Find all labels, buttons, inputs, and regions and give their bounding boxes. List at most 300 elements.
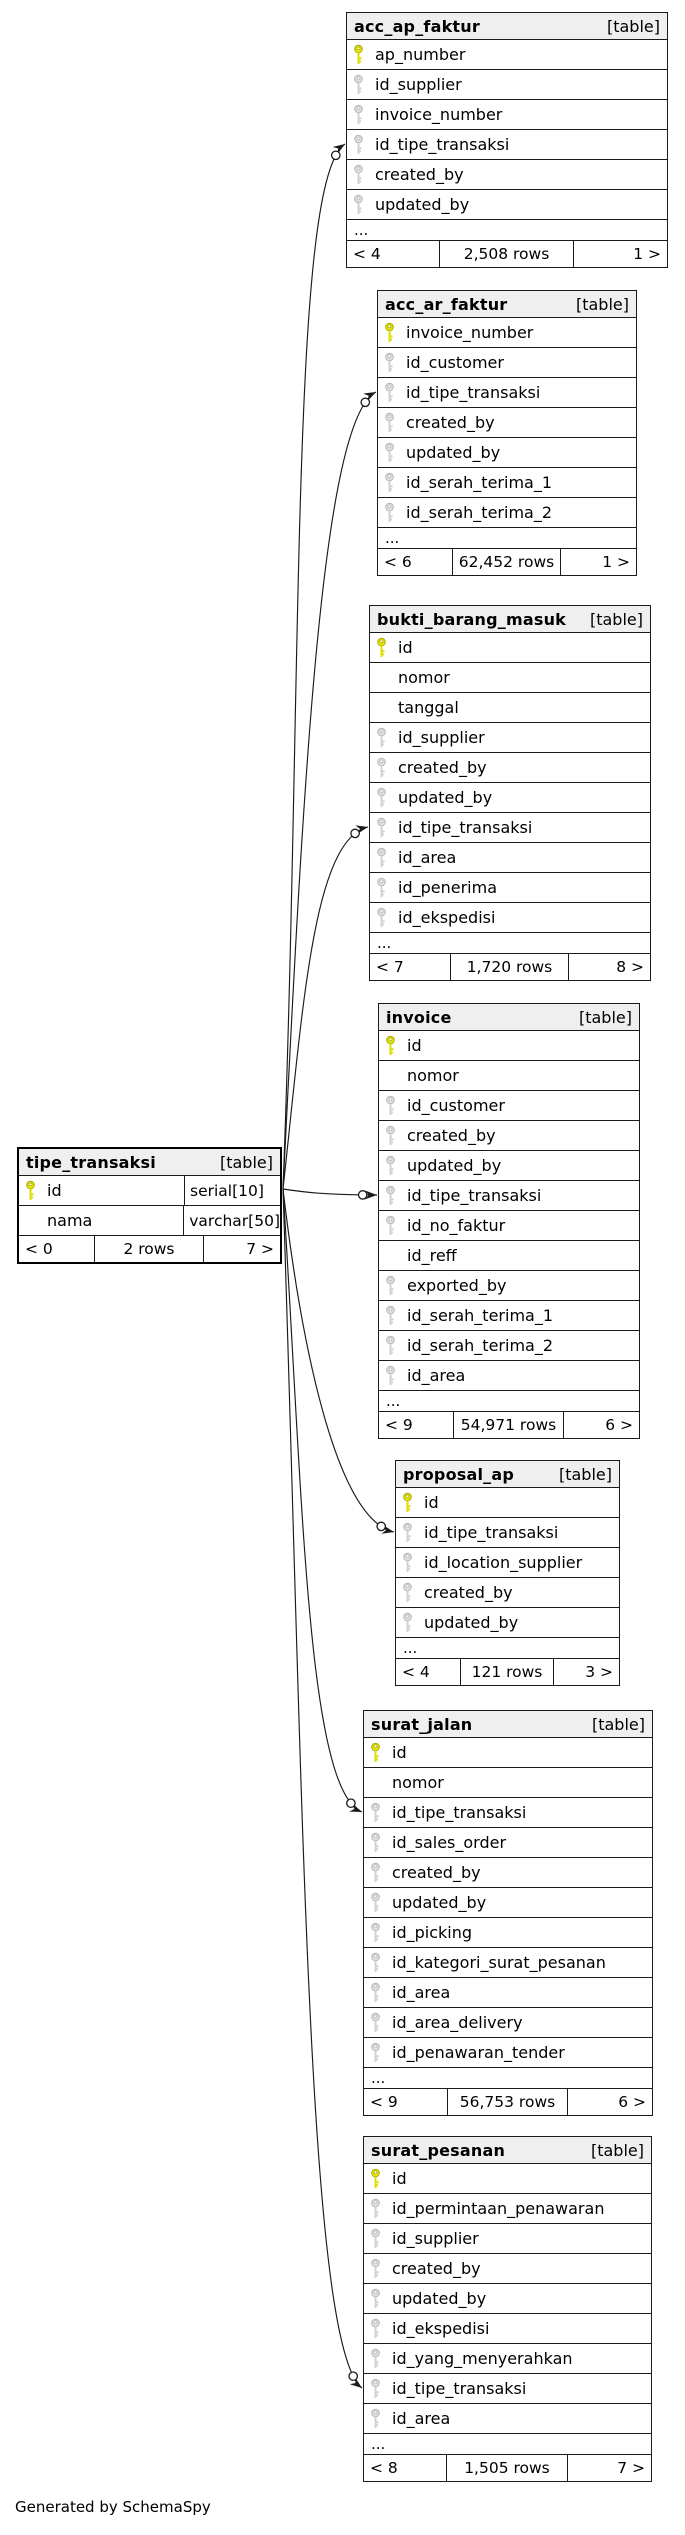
column-type: serial[10] (184, 1176, 280, 1205)
key-slot (385, 1215, 407, 1236)
column-row-id_permintaan_penawaran (364, 2194, 651, 2224)
column-name: created_by (407, 1126, 496, 1145)
key-slot (376, 817, 398, 838)
foreign-key-icon (376, 907, 387, 928)
key-slot (384, 502, 406, 523)
foreign-key-icon (370, 1832, 381, 1853)
key-slot (402, 1552, 424, 1573)
footer-anchors-in: < 4 (347, 241, 440, 267)
column-name: id_area_delivery (392, 2013, 523, 2032)
table-node-acc_ap_faktur (346, 12, 668, 268)
column-name: id_serah_terima_2 (406, 503, 553, 522)
key-slot (370, 2378, 392, 2399)
footer-anchors-out: 1 > (633, 245, 661, 263)
foreign-key-icon (370, 2378, 381, 2399)
column-name: id_kategori_surat_pesanan (392, 1953, 606, 1972)
table-title: bukti_barang_masuk (377, 609, 567, 629)
primary-key-icon (376, 637, 387, 658)
key-slot (384, 382, 406, 403)
column-name: id_ekspedisi (392, 2319, 490, 2338)
column-row-id (379, 1031, 639, 1061)
foreign-key-icon (385, 1125, 396, 1146)
footer-anchors-out: 6 > (605, 1416, 633, 1434)
column-row-id (364, 1738, 652, 1768)
column-name: tanggal (398, 698, 459, 717)
column-row-updated_by (364, 2284, 651, 2314)
column-row-id_supplier (364, 2224, 651, 2254)
column-row-id_customer (379, 1091, 639, 1121)
column-row-id_kategori_surat_pesanan (364, 1948, 652, 1978)
footer-anchors-in: < 4 (396, 1659, 461, 1685)
table-type-badge: [table] (589, 609, 643, 629)
column-name: id_tipe_transaksi (407, 1186, 542, 1205)
table-header[interactable] (347, 13, 667, 40)
table-footer (364, 2455, 651, 2481)
foreign-key-icon (384, 412, 395, 433)
primary-key-icon (25, 1180, 36, 1201)
more-columns-ellipsis: ... (364, 2434, 651, 2455)
key-slot (385, 1095, 407, 1116)
footer-anchors-out: 1 > (602, 553, 630, 571)
column-name: created_by (392, 2259, 481, 2278)
column-name: created_by (375, 165, 464, 184)
foreign-key-icon (353, 194, 364, 215)
footer-anchors-out: 8 > (616, 958, 644, 976)
foreign-key-icon (402, 1522, 413, 1543)
column-name: nama (47, 1211, 93, 1230)
column-row-id_tipe_transaksi (396, 1518, 619, 1548)
edge-circle-marker (332, 151, 340, 159)
primary-key-icon (370, 2168, 381, 2189)
fk-edge-tipe_transaksi-to-acc_ar_faktur (283, 392, 376, 1189)
table-type-badge: [table] (575, 294, 629, 314)
key-slot (385, 1305, 407, 1326)
foreign-key-icon (370, 2012, 381, 2033)
key-slot (376, 757, 398, 778)
table-type-badge: [table] (591, 1714, 645, 1734)
column-row-id_customer (378, 348, 636, 378)
key-slot (384, 322, 406, 343)
key-slot (370, 1982, 392, 2003)
footer-row-count: 2,508 rows (440, 241, 574, 267)
column-name: id (398, 638, 413, 657)
column-name: id_permintaan_penawaran (392, 2199, 605, 2218)
footer-anchors-out: 6 > (618, 2093, 646, 2111)
foreign-key-icon (376, 727, 387, 748)
column-row-tanggal (370, 693, 650, 723)
table-body (370, 633, 650, 954)
table-type-badge: [table] (578, 1007, 632, 1027)
generated-by-note: Generated by SchemaSpy (15, 2498, 211, 2516)
key-slot (370, 2168, 392, 2189)
key-slot (385, 1275, 407, 1296)
column-row-invoice_number (347, 100, 667, 130)
foreign-key-icon (353, 164, 364, 185)
foreign-key-icon (402, 1612, 413, 1633)
footer-anchors-out: 3 > (585, 1663, 613, 1681)
key-slot (25, 1180, 47, 1201)
foreign-key-icon (384, 472, 395, 493)
foreign-key-icon (370, 1892, 381, 1913)
key-slot (353, 194, 375, 215)
foreign-key-icon (370, 2348, 381, 2369)
table-node-invoice (378, 1003, 640, 1439)
more-columns-ellipsis: ... (364, 2068, 652, 2089)
column-row-id_penerima (370, 873, 650, 903)
key-slot (402, 1522, 424, 1543)
foreign-key-icon (353, 104, 364, 125)
column-row-id_tipe_transaksi (364, 1798, 652, 1828)
footer-row-count: 54,971 rows (454, 1412, 563, 1438)
key-slot (384, 352, 406, 373)
fk-edge-tipe_transaksi-to-surat_pesanan (283, 1189, 362, 2388)
column-name: id_serah_terima_1 (407, 1306, 554, 1325)
foreign-key-icon (370, 2198, 381, 2219)
key-slot (370, 2228, 392, 2249)
column-name: updated_by (375, 195, 470, 214)
column-name: nomor (398, 668, 450, 687)
column-name: id_supplier (375, 75, 462, 94)
edge-circle-marker (351, 829, 359, 837)
table-body (378, 318, 636, 549)
foreign-key-icon (370, 2318, 381, 2339)
key-slot (353, 104, 375, 125)
column-name: id_tipe_transaksi (392, 1803, 527, 1822)
footer-row-count: 2 rows (95, 1236, 205, 1262)
fk-edge-tipe_transaksi-to-surat_jalan (283, 1189, 362, 1812)
table-header[interactable] (364, 1711, 652, 1738)
column-row-invoice_number (378, 318, 636, 348)
column-name: exported_by (407, 1276, 507, 1295)
column-row-id_tipe_transaksi (364, 2374, 651, 2404)
column-row-nama (19, 1206, 280, 1236)
column-name: id (392, 1743, 407, 1762)
more-columns-ellipsis: ... (396, 1638, 619, 1659)
fk-edge-tipe_transaksi-to-bukti_barang_masuk (283, 827, 368, 1189)
column-row-nomor (364, 1768, 652, 1798)
footer-row-count: 56,753 rows (448, 2089, 569, 2115)
footer-anchors-out: 7 > (617, 2459, 645, 2477)
more-columns-ellipsis: ... (378, 528, 636, 549)
primary-key-icon (385, 1035, 396, 1056)
key-slot (353, 134, 375, 155)
foreign-key-icon (402, 1582, 413, 1603)
foreign-key-icon (385, 1095, 396, 1116)
column-name: id_sales_order (392, 1833, 507, 1852)
column-name: id_tipe_transaksi (424, 1523, 559, 1542)
column-row-id_area (364, 2404, 651, 2434)
column-row-updated_by (364, 1888, 652, 1918)
key-slot (402, 1492, 424, 1513)
table-header[interactable] (364, 2137, 651, 2164)
column-name: updated_by (392, 1893, 487, 1912)
foreign-key-icon (370, 1922, 381, 1943)
column-name: id_tipe_transaksi (406, 383, 541, 402)
footer-anchors-in: < 9 (364, 2089, 448, 2115)
key-slot (353, 164, 375, 185)
column-name: id_penawaran_tender (392, 2043, 565, 2062)
table-node-surat_jalan (363, 1710, 653, 2116)
column-row-created_by (378, 408, 636, 438)
column-name: id_tipe_transaksi (398, 818, 533, 837)
key-slot (384, 412, 406, 433)
fk-edge-tipe_transaksi-to-acc_ap_faktur (283, 144, 345, 1189)
key-slot (370, 1862, 392, 1883)
table-title: proposal_ap (403, 1464, 515, 1484)
table-node-proposal_ap (395, 1460, 620, 1686)
table-footer (396, 1659, 619, 1685)
key-slot (370, 2012, 392, 2033)
key-slot (385, 1185, 407, 1206)
key-slot (370, 2042, 392, 2063)
column-name: id_customer (407, 1096, 505, 1115)
foreign-key-icon (385, 1305, 396, 1326)
foreign-key-icon (370, 1982, 381, 2003)
foreign-key-icon (376, 877, 387, 898)
foreign-key-icon (402, 1552, 413, 1573)
primary-key-icon (353, 44, 364, 65)
table-title: invoice (386, 1007, 452, 1027)
more-columns-ellipsis: ... (379, 1391, 639, 1412)
more-columns-ellipsis: ... (347, 220, 667, 241)
foreign-key-icon (385, 1365, 396, 1386)
key-slot (370, 1742, 392, 1763)
table-body (364, 2164, 651, 2455)
column-row-nomor (379, 1061, 639, 1091)
column-row-created_by (364, 1858, 652, 1888)
key-slot (370, 2348, 392, 2369)
foreign-key-icon (385, 1215, 396, 1236)
edge-circle-marker (349, 2372, 357, 2380)
foreign-key-icon (384, 352, 395, 373)
column-name: id_reff (407, 1246, 457, 1265)
column-row-created_by (396, 1578, 619, 1608)
primary-key-icon (402, 1492, 413, 1513)
column-name: id (407, 1036, 422, 1055)
key-slot (370, 2198, 392, 2219)
foreign-key-icon (370, 1802, 381, 1823)
foreign-key-icon (353, 134, 364, 155)
table-header[interactable] (19, 1149, 280, 1176)
footer-row-count: 62,452 rows (453, 549, 561, 575)
key-slot (353, 74, 375, 95)
key-slot (376, 907, 398, 928)
column-name: id_area (398, 848, 457, 867)
column-row-updated_by (378, 438, 636, 468)
key-slot (385, 1365, 407, 1386)
column-row-id_area (364, 1978, 652, 2008)
table-type-badge: [table] (558, 1464, 612, 1484)
column-name: invoice_number (406, 323, 534, 342)
column-row-id_reff (379, 1241, 639, 1271)
key-slot (385, 1035, 407, 1056)
column-row-id_supplier (370, 723, 650, 753)
table-footer (347, 241, 667, 267)
column-type: varchar[50] (183, 1206, 280, 1235)
foreign-key-icon (385, 1335, 396, 1356)
footer-anchors-in: < 7 (370, 954, 451, 980)
column-name: id_yang_menyerahkan (392, 2349, 573, 2368)
column-row-id (364, 2164, 651, 2194)
column-row-id_serah_terima_1 (378, 468, 636, 498)
foreign-key-icon (385, 1185, 396, 1206)
column-name: updated_by (424, 1613, 519, 1632)
key-slot (370, 2408, 392, 2429)
column-row-id_ekspedisi (370, 903, 650, 933)
column-row-id_yang_menyerahkan (364, 2344, 651, 2374)
foreign-key-icon (353, 74, 364, 95)
key-slot (376, 877, 398, 898)
key-slot (402, 1612, 424, 1633)
foreign-key-icon (370, 2258, 381, 2279)
key-slot (376, 787, 398, 808)
column-name: id_area (407, 1366, 466, 1385)
column-name: id_supplier (392, 2229, 479, 2248)
column-name: nomor (407, 1066, 459, 1085)
column-name: id_area (392, 1983, 451, 2002)
column-row-id_area (370, 843, 650, 873)
table-header[interactable] (378, 291, 636, 318)
table-node-surat_pesanan (363, 2136, 652, 2482)
column-row-id_no_faktur (379, 1211, 639, 1241)
column-name: id (392, 2169, 407, 2188)
table-node-acc_ar_faktur (377, 290, 637, 576)
key-slot (385, 1335, 407, 1356)
column-row-ap_number (347, 40, 667, 70)
primary-key-icon (370, 1742, 381, 1763)
foreign-key-icon (376, 847, 387, 868)
table-type-badge: [table] (590, 2140, 644, 2160)
more-columns-ellipsis: ... (370, 933, 650, 954)
column-row-nomor (370, 663, 650, 693)
table-title: acc_ar_faktur (385, 294, 508, 314)
foreign-key-icon (385, 1155, 396, 1176)
column-row-exported_by (379, 1271, 639, 1301)
key-slot (370, 1892, 392, 1913)
table-header[interactable] (370, 606, 650, 633)
column-row-updated_by (370, 783, 650, 813)
column-row-id_serah_terima_2 (379, 1331, 639, 1361)
foreign-key-icon (376, 787, 387, 808)
column-name: invoice_number (375, 105, 503, 124)
table-type-badge: [table] (606, 16, 660, 36)
column-row-id (19, 1176, 280, 1206)
column-row-id_ekspedisi (364, 2314, 651, 2344)
footer-row-count: 1,505 rows (447, 2455, 568, 2481)
edge-circle-marker (347, 1799, 355, 1807)
column-row-created_by (379, 1121, 639, 1151)
column-name: id_penerima (398, 878, 497, 897)
column-row-id_serah_terima_1 (379, 1301, 639, 1331)
foreign-key-icon (370, 2042, 381, 2063)
column-row-updated_by (347, 190, 667, 220)
column-row-created_by (364, 2254, 651, 2284)
column-row-id_area (379, 1361, 639, 1391)
key-slot (376, 727, 398, 748)
column-name: id (47, 1181, 62, 1200)
foreign-key-icon (370, 2288, 381, 2309)
column-name: created_by (424, 1583, 513, 1602)
foreign-key-icon (370, 1952, 381, 1973)
column-name: id_supplier (398, 728, 485, 747)
edge-circle-marker (361, 398, 369, 406)
foreign-key-icon (384, 442, 395, 463)
column-row-id_location_supplier (396, 1548, 619, 1578)
key-slot (370, 1952, 392, 1973)
column-row-id (396, 1488, 619, 1518)
column-row-updated_by (379, 1151, 639, 1181)
key-slot (370, 2318, 392, 2339)
foreign-key-icon (376, 757, 387, 778)
footer-row-count: 121 rows (461, 1659, 555, 1685)
table-title: surat_jalan (371, 1714, 473, 1734)
table-footer (364, 2089, 652, 2115)
column-name: id_no_faktur (407, 1216, 506, 1235)
footer-anchors-out: 7 > (246, 1240, 274, 1258)
key-slot (370, 1922, 392, 1943)
foreign-key-icon (384, 502, 395, 523)
table-title: acc_ap_faktur (354, 16, 480, 36)
column-row-id_picking (364, 1918, 652, 1948)
column-name: created_by (398, 758, 487, 777)
foreign-key-icon (385, 1275, 396, 1296)
column-row-id_penawaran_tender (364, 2038, 652, 2068)
key-slot (384, 442, 406, 463)
table-body (379, 1031, 639, 1412)
table-footer (370, 954, 650, 980)
column-row-id_supplier (347, 70, 667, 100)
column-row-created_by (347, 160, 667, 190)
footer-row-count: 1,720 rows (451, 954, 569, 980)
column-name: id_serah_terima_1 (406, 473, 553, 492)
footer-anchors-in: < 6 (378, 549, 453, 575)
table-footer (378, 549, 636, 575)
column-name: updated_by (406, 443, 501, 462)
edge-circle-marker (359, 1191, 367, 1199)
column-name: id_serah_terima_2 (407, 1336, 554, 1355)
column-row-id (370, 633, 650, 663)
key-slot (370, 1802, 392, 1823)
column-name: nomor (392, 1773, 444, 1792)
table-footer (379, 1412, 639, 1438)
foreign-key-icon (376, 817, 387, 838)
column-name: id_ekspedisi (398, 908, 496, 927)
key-slot (402, 1582, 424, 1603)
column-name: id_area (392, 2409, 451, 2428)
footer-anchors-in: < 0 (19, 1236, 95, 1262)
column-name: updated_by (392, 2289, 487, 2308)
table-title: surat_pesanan (371, 2140, 506, 2160)
column-name: id (424, 1493, 439, 1512)
table-body (19, 1176, 280, 1236)
table-body (396, 1488, 619, 1659)
key-slot (370, 1832, 392, 1853)
column-name: id_customer (406, 353, 504, 372)
table-body (364, 1738, 652, 2089)
footer-anchors-in: < 8 (364, 2455, 447, 2481)
table-header[interactable] (396, 1461, 619, 1488)
foreign-key-icon (370, 2408, 381, 2429)
table-header[interactable] (379, 1004, 639, 1031)
column-name: id_tipe_transaksi (392, 2379, 527, 2398)
column-name: ap_number (375, 45, 466, 64)
key-slot (376, 847, 398, 868)
footer-anchors-in: < 9 (379, 1412, 454, 1438)
column-name: created_by (392, 1863, 481, 1882)
key-slot (370, 2288, 392, 2309)
primary-key-icon (384, 322, 395, 343)
column-name: updated_by (398, 788, 493, 807)
